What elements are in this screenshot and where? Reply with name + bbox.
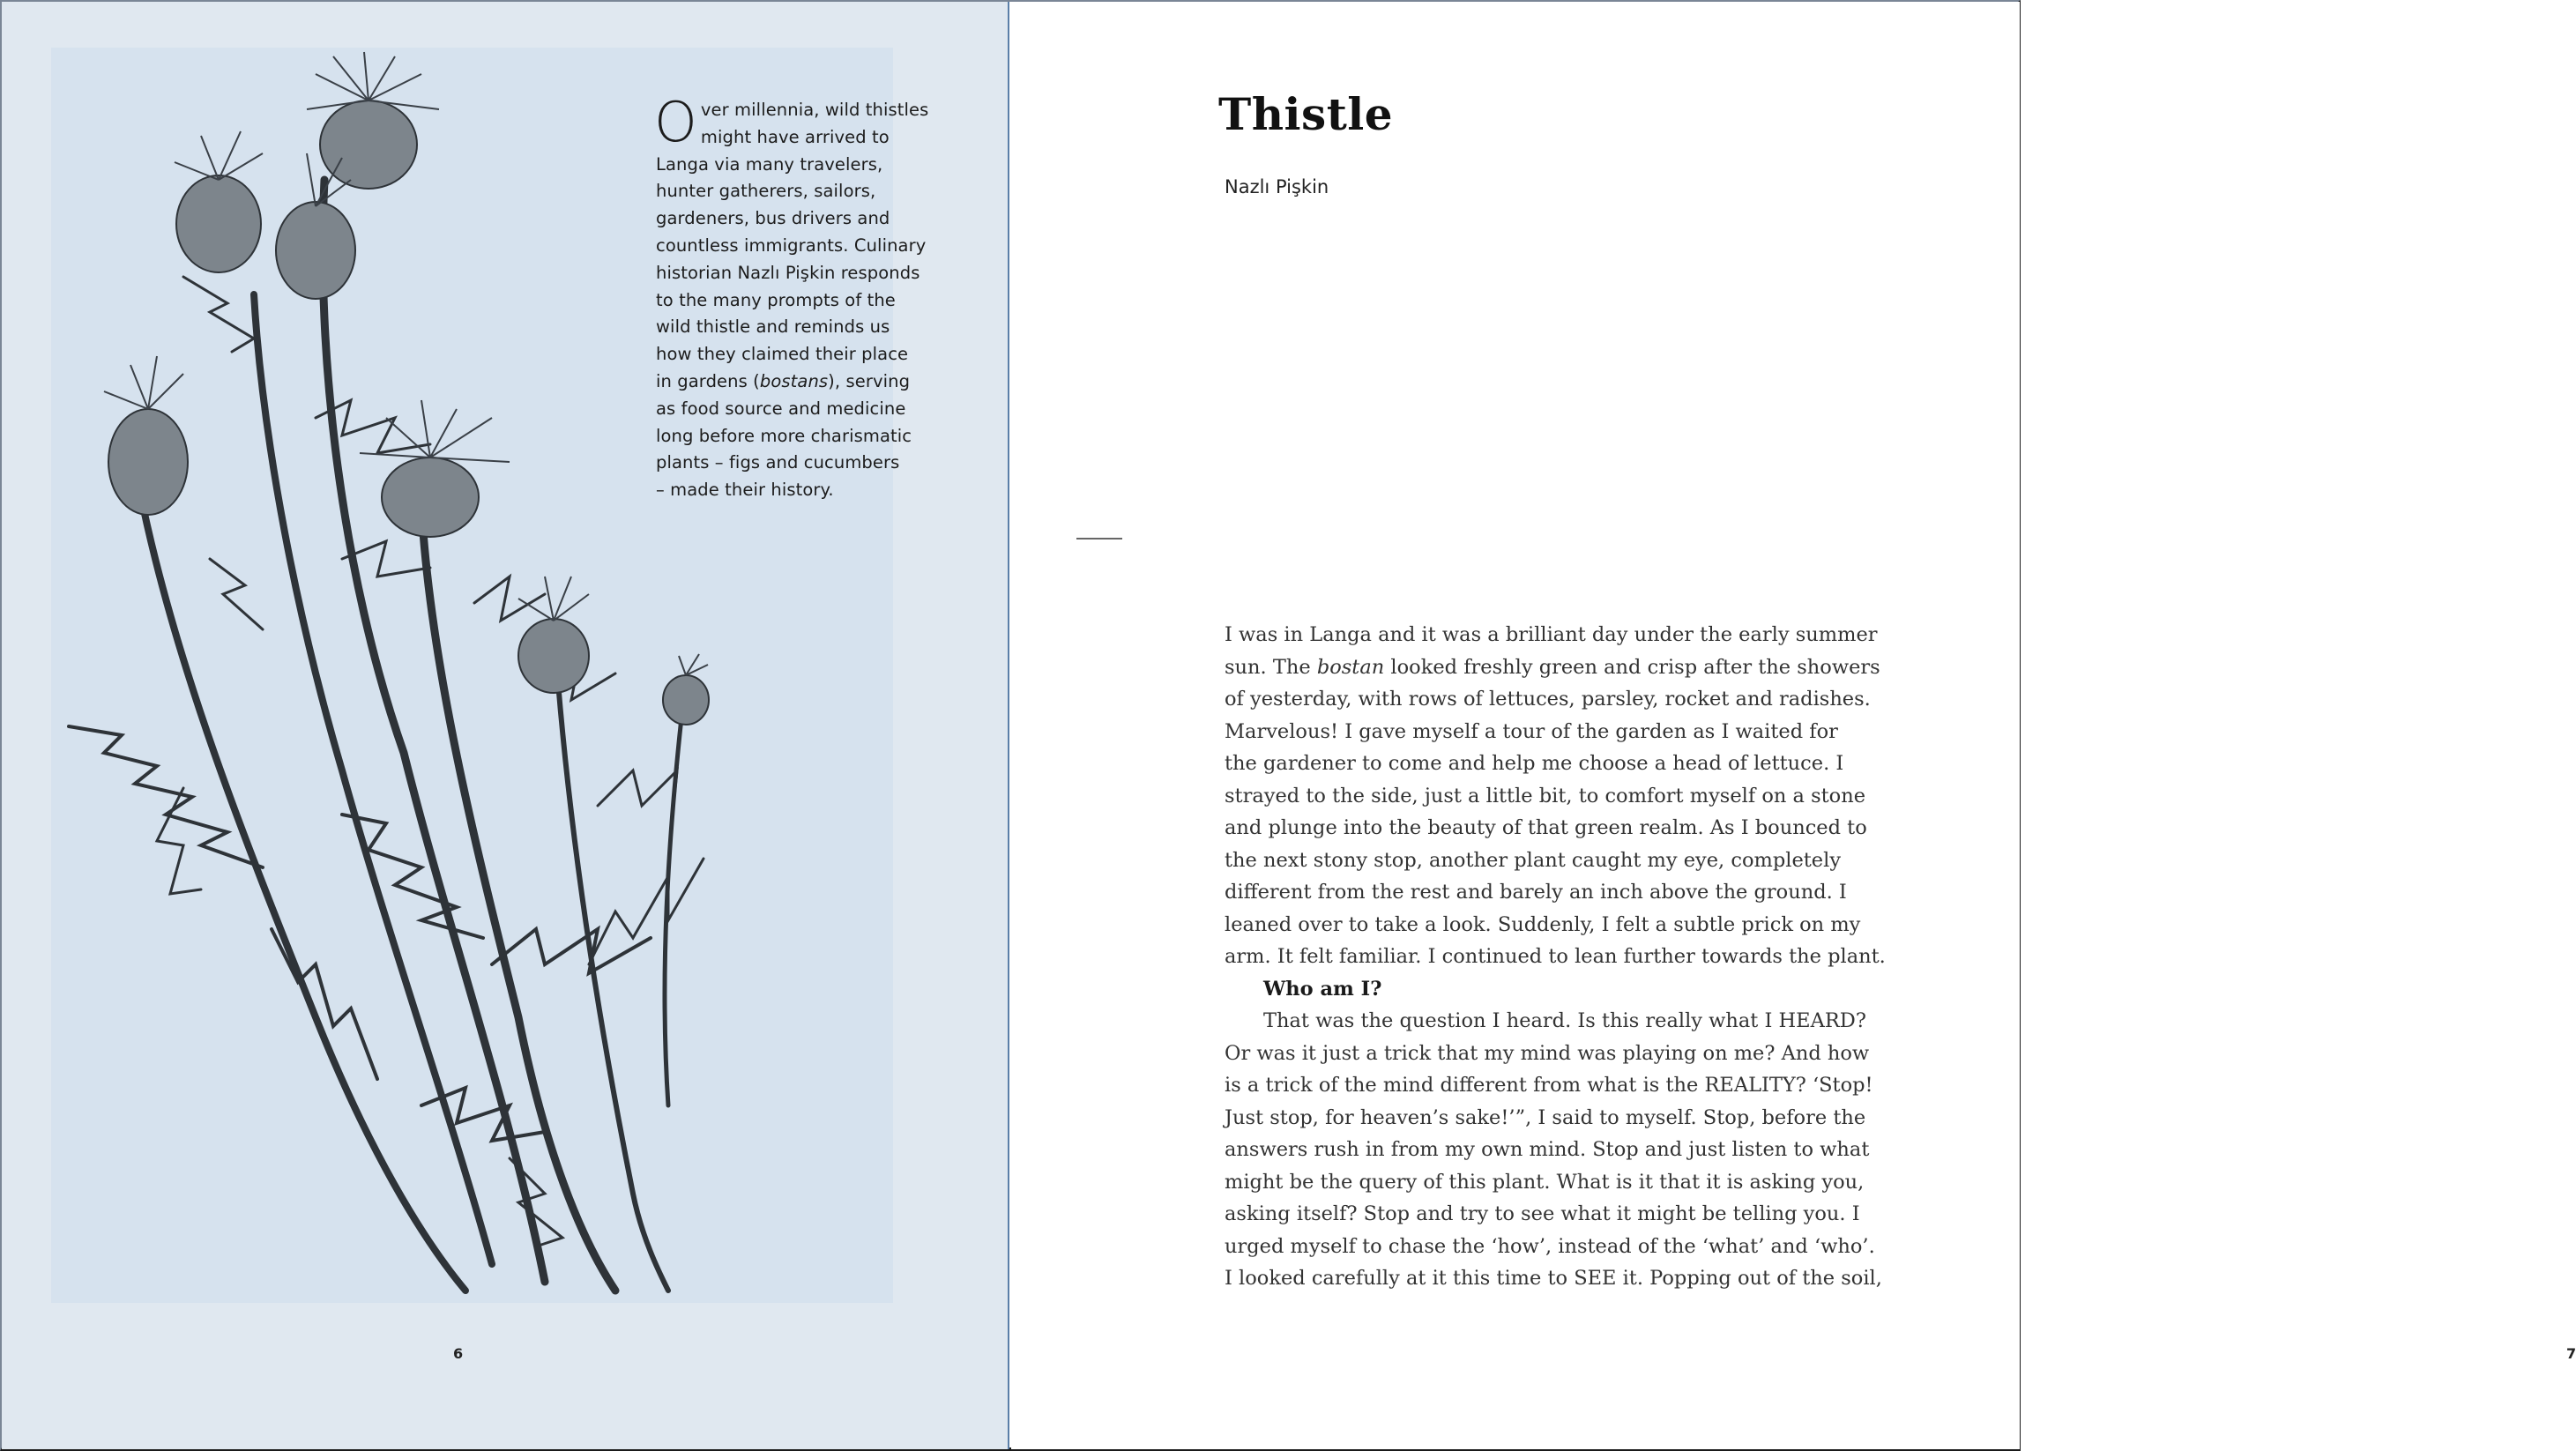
intro-line: ver millennia, wild thistles [700,100,929,120]
intro-line-gardens [656,368,938,396]
intro-line: long before more charismatic [656,425,912,446]
body-line: and plunge into the beauty of that green realm. As I bounced to [1225,816,1867,839]
body-line: Or was it just a trick that my mind was playing on me? And how [1225,1041,1870,1065]
page-number-right: 7 [2566,1345,2576,1362]
body-line: the gardener to come and help me choose a head of lettuce. I [1225,752,1844,775]
body-text-run: looked freshly green and crisp after the showers [1384,655,1880,679]
body-line: I was in Langa and it was a brilliant day under the early summer [1225,623,1878,646]
body-line: asking itself? Stop and try to see what it might be telling you. I [1225,1202,1860,1225]
intro-text: ), serving [828,370,911,391]
intro-line: gardeners, bus drivers and [656,208,890,229]
right-page [1011,2,2576,1449]
body-line: That was the question I heard. Is this really what I HEARD? [1263,1009,1866,1032]
page-title: Thistle [1218,88,1394,140]
intro-italic: bostans [759,370,829,391]
body-line: different from the rest and barely an inch above the ground. I [1225,881,1847,904]
intro-line: plants – figs and cucumbers [656,452,900,473]
question-line: Who am I? [1263,977,1382,1001]
body-text-run: sun. The [1225,655,1317,679]
stem-5 [558,682,668,1291]
body-line: leaned over to take a look. Suddenly, I felt a subtle prick on my [1225,912,1861,936]
body-line [1225,651,1912,684]
intro-text: in gardens ( [656,370,760,391]
intro-line: hunter gatherers, sailors, [656,181,876,202]
intro-line: – made their history. [656,480,834,501]
left-page [2,2,1009,1449]
body-line: the next stony stop, another plant caught my eye, completely [1225,848,1842,872]
body-line: I looked carefully at it this time to SEE it. Popping out of the soil, [1225,1267,1882,1290]
intro-line: Langa via many travelers, [656,153,883,175]
author-name: Nazlı Pişkin [1225,176,1329,197]
body-line: Just stop, for heaven’s sake!’”, I said to myself. Stop, before the [1225,1105,1866,1129]
body-line: might be the query of this plant. What is it that it is asking you, [1225,1170,1865,1194]
body-line: of yesterday, with rows of lettuces, parsley, rocket and radishes. [1225,688,1871,711]
drop-cap: O [654,90,697,154]
intro-line: how they claimed their place [656,344,909,365]
intro-line: as food source and medicine [656,398,906,419]
body-line: urged myself to chase the ‘how’, instead of the ‘what’ and ‘who’. [1225,1234,1875,1258]
intro-line: to the many prompts of the [656,289,896,310]
body-line: answers rush in from my own mind. Stop and just listen to what [1225,1138,1870,1161]
body-line: strayed to the side, just a little bit, to comfort myself on a stone [1225,784,1866,807]
intro-line: countless immigrants. Culinary [656,234,927,256]
intro-line: historian Nazlı Pişkin responds [656,262,920,283]
body-text [1225,619,1912,1295]
body-italic: bostan [1316,655,1385,679]
intro-line: might have arrived to [700,126,890,147]
page-number-left: 6 [453,1345,464,1362]
intro-paragraph [654,90,938,504]
intro-line: wild thistle and reminds us [656,316,890,338]
divider-rule [1076,538,1122,539]
body-line: is a trick of the mind different from what is the REALITY? ‘Stop! [1225,1074,1873,1097]
body-line: Marvelous! I gave myself a tour of the garden as I waited for [1225,719,1838,743]
body-line: arm. It felt familiar. I continued to lean further towards the plant. [1225,945,1886,968]
